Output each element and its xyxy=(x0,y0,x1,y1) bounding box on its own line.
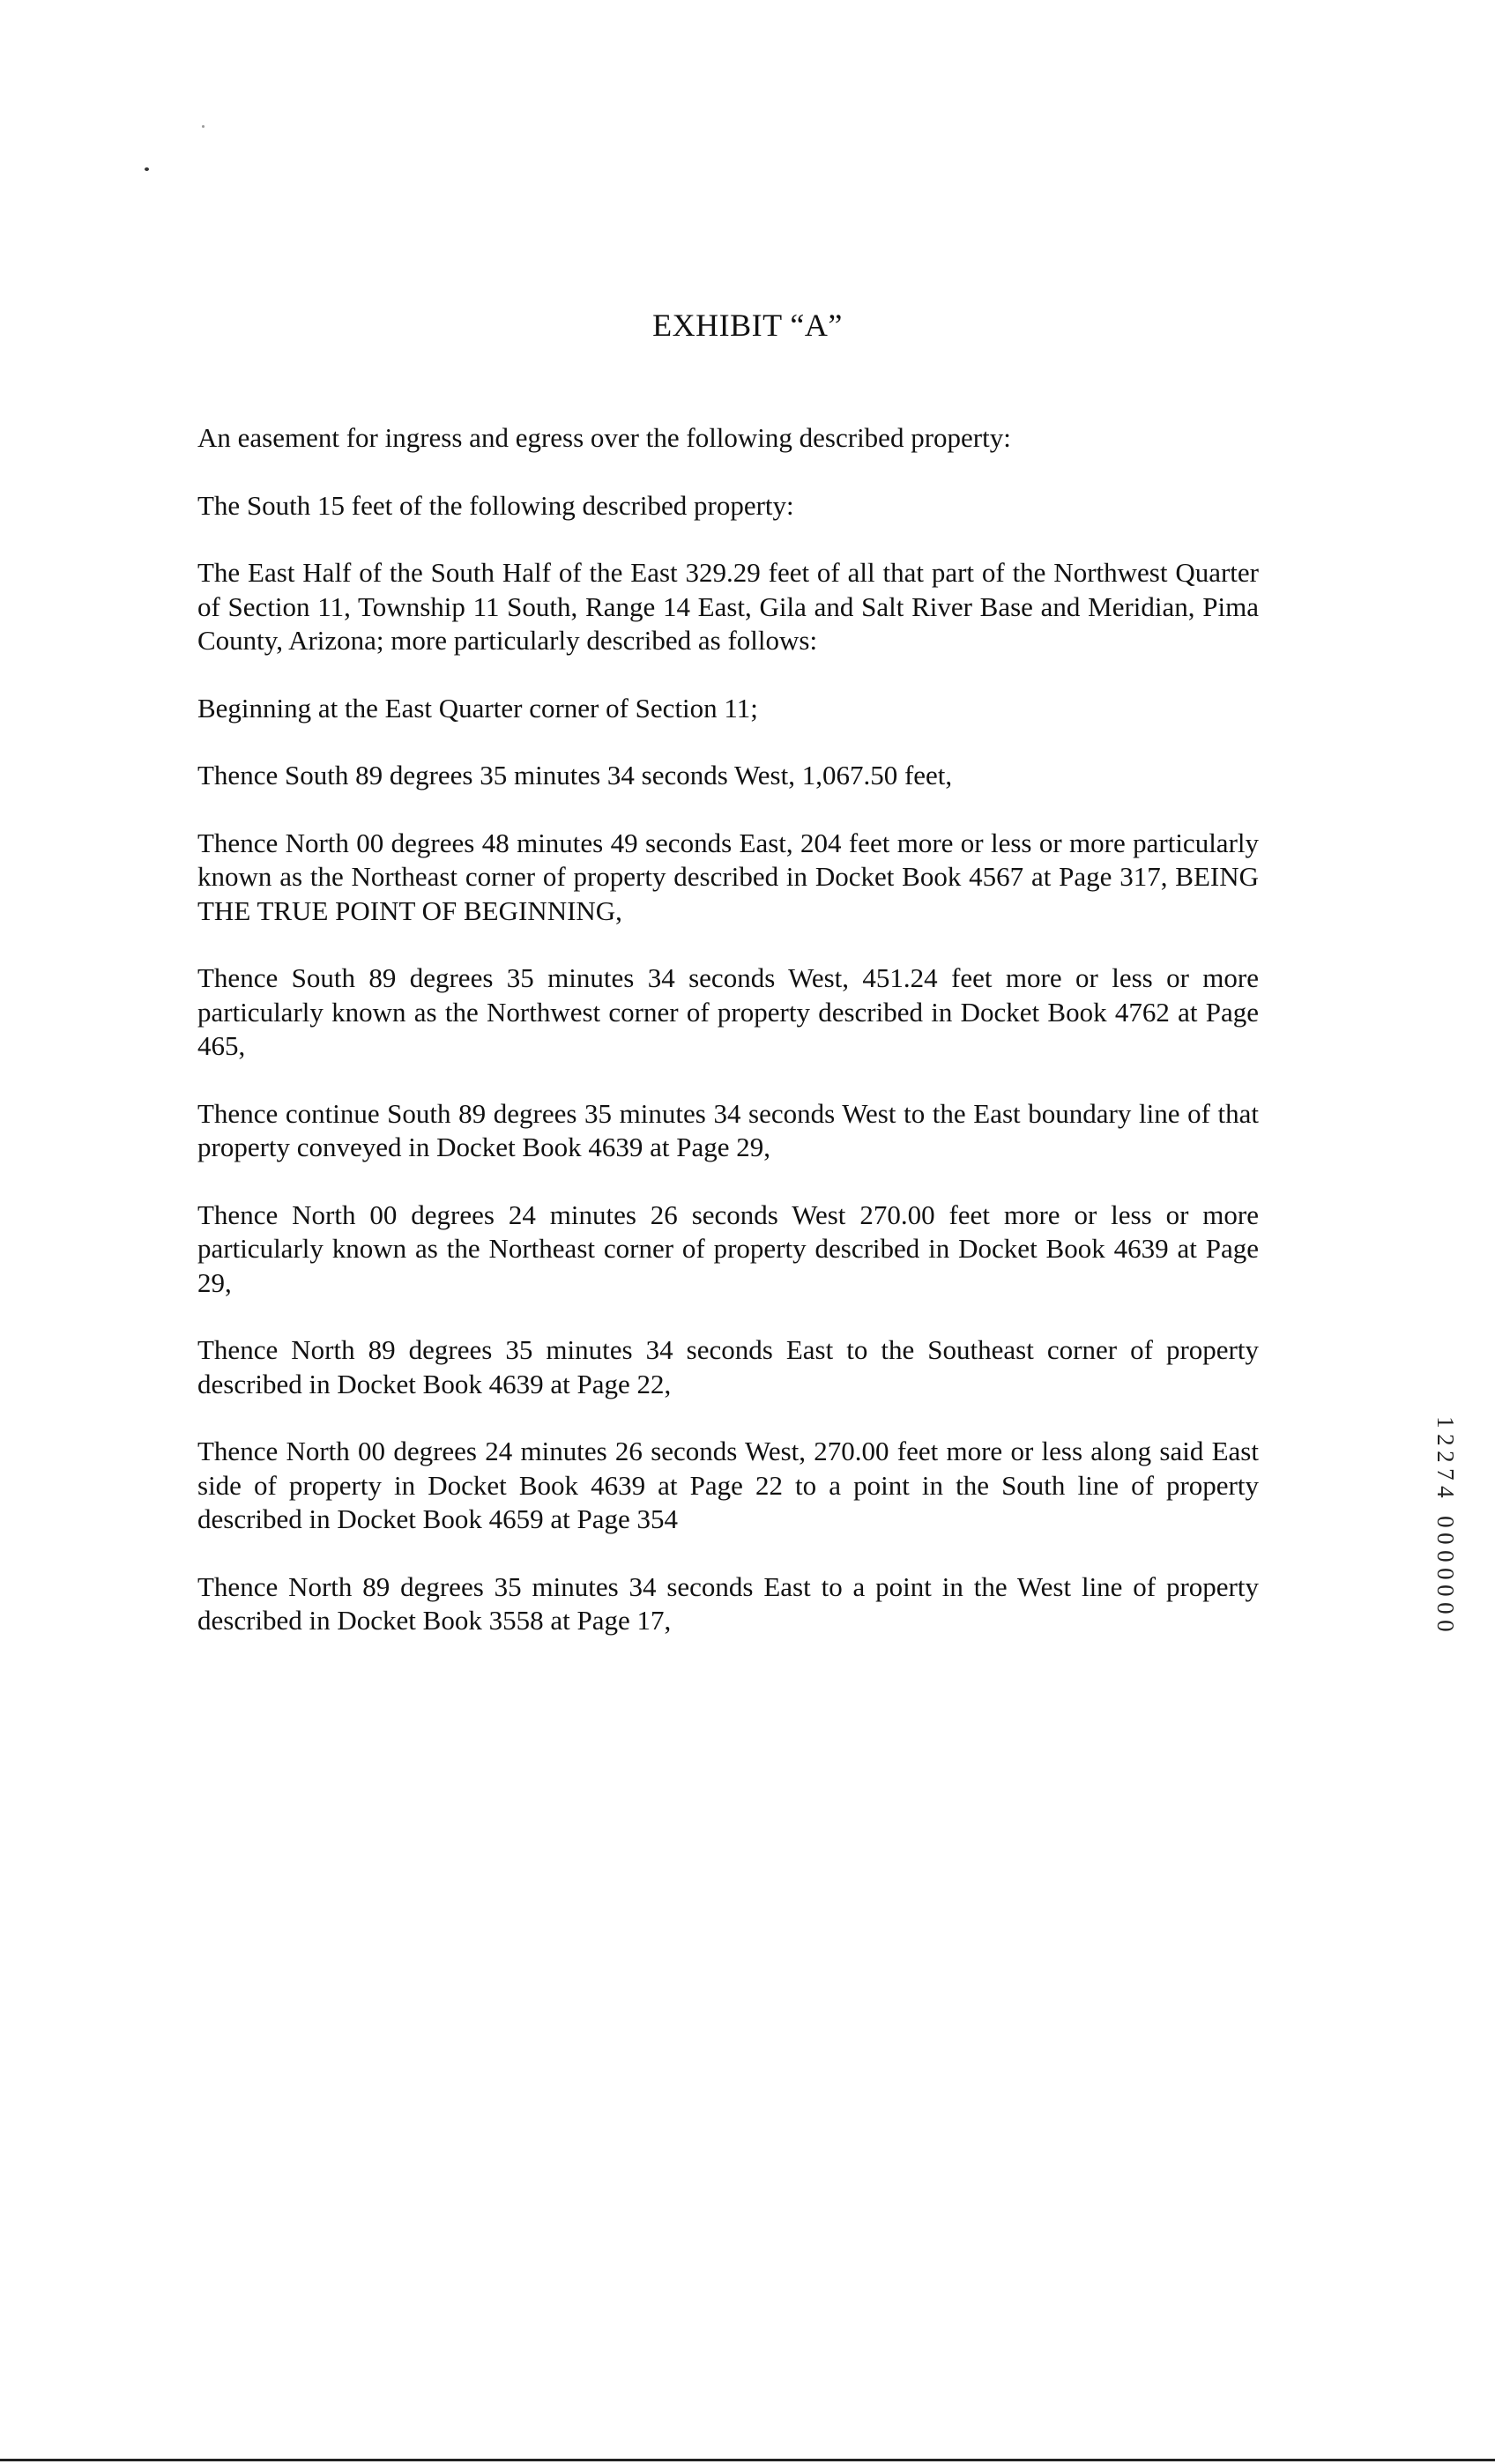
scan-speck xyxy=(145,167,149,171)
stamp-digit: 4 xyxy=(1432,1485,1459,1498)
stamp-digit: 0 xyxy=(1432,1619,1459,1632)
recording-stamp-number xyxy=(1430,1414,1460,1634)
stamp-digit: 2 xyxy=(1432,1433,1459,1446)
stamp-digit: 7 xyxy=(1432,1468,1459,1481)
paragraph-course-2: Thence North 00 degrees 48 minutes 49 seconds East, 204 feet more or less or more particularly known as the Northeast corner of property described in Docket Book 4567 at Page 317, BEING THE TRUE POINT OF BEGINNING, xyxy=(197,827,1259,926)
stamp-digit: 1 xyxy=(1432,1416,1459,1429)
paragraph-east-half: The East Half of the South Half of the East 329.29 feet of all that part of the Northwest Quarter of Section 11, Township 11 South, Range 14 East, Gila and Salt River Base and Meridian, Pima County, Arizona; more particularly described as follows: xyxy=(197,557,1259,656)
stamp-digit: 0 xyxy=(1432,1550,1459,1562)
stamp-digit: 0 xyxy=(1432,1533,1459,1545)
paragraph-course-1: Thence South 89 degrees 35 minutes 34 seconds West, 1,067.50 feet, xyxy=(197,760,953,790)
scan-speck xyxy=(202,125,205,128)
scan-edge-line xyxy=(0,2459,1495,2461)
paragraph-south-15-feet: The South 15 feet of the following described property: xyxy=(197,489,794,521)
exhibit-title: EXHIBIT “A” xyxy=(652,308,843,343)
paragraph-course-8: Thence North 89 degrees 35 minutes 34 seconds East to a point in the West line of property described in Docket Book 3558 at Page 17, xyxy=(197,1570,1259,1636)
paragraph-course-5: Thence North 00 degrees 24 minutes 26 seconds West 270.00 feet more or less or more particularly known as the Northeast corner of property described in Docket Book 4639 at Page 29, xyxy=(197,1199,1259,1298)
stamp-digit: 0 xyxy=(1432,1515,1459,1528)
stamp-digit: 0 xyxy=(1432,1585,1459,1597)
paragraph-course-4: Thence continue South 89 degrees 35 minutes 34 seconds West to the East boundary line of that property conveyed in Docket Book 4639 at Page 29, xyxy=(197,1097,1259,1162)
stamp-digit: 0 xyxy=(1432,1567,1459,1580)
paragraph-beginning: Beginning at the East Quarter corner of Section 11; xyxy=(197,692,758,724)
paragraph-course-6: Thence North 89 degrees 35 minutes 34 seconds East to the Southeast corner of property described in Docket Book 4639 at Page 22, xyxy=(197,1334,1259,1399)
paragraph-course-3: Thence South 89 degrees 35 minutes 34 seconds West, 451.24 feet more or less or more particularly known as the Northwest corner of property described in Docket Book 4762 at Page 465, xyxy=(197,962,1259,1061)
stamp-digit: 2 xyxy=(1432,1451,1459,1464)
stamp-digit: 0 xyxy=(1432,1602,1459,1614)
paragraph-easement: An easement for ingress and egress over the following described property: xyxy=(197,422,1011,453)
paragraph-course-7: Thence North 00 degrees 24 minutes 26 seconds West, 270.00 feet more or less along said East side of property in Docket Book 4639 at Page 22 to a point in the South line of property described in Docket Book 4659 at Page 354 xyxy=(197,1436,1259,1534)
legal-description xyxy=(197,421,1259,1672)
